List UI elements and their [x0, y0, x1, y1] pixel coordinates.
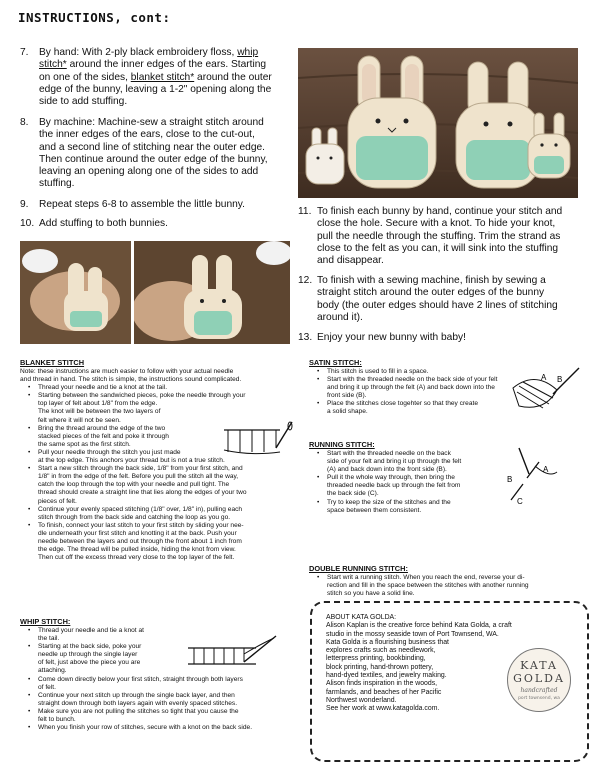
list-item: • Try to keep the size of the stitches and the space between them consistent. [315, 499, 509, 515]
list-item: • When you finish your row of stitches, secure with a knot on the back side. [26, 724, 300, 732]
running-stitch-body [309, 450, 509, 515]
step-number: 8. [20, 117, 29, 128]
step-text: pull the needle through the stuffing. Trim the strand as [317, 230, 561, 242]
double-running-stitch-title: DOUBLE RUNNING STITCH: [309, 564, 408, 573]
logo-text: KATA [520, 659, 558, 672]
list-item: • Start with the threaded needle on the back side of your felt and bring it up through the felt (A) and back down into the front side (B). [315, 376, 539, 400]
list-item: • Pull it the whole way through, then bring the threaded needle back up through the felt from the back side (C). [315, 474, 509, 498]
blanket-stitch-body [20, 368, 300, 562]
step-text: and a second line of stitching near the outer edge. [39, 141, 265, 153]
blanket-stitch-link: blanket stitch* [130, 71, 195, 83]
running-label-c: C [517, 497, 523, 506]
step-text: By machine: Machine-sew a straight stitch around [39, 117, 264, 128]
step-text: edge of the bunny, leaving a 1-2" opening along the [39, 83, 272, 95]
satin-label-a: A [541, 373, 547, 382]
list-item: • Start writ a running stitch. When you reach the end, reverse your di- rection and fill in the space between the stitches with another running stitch so you have a solid line. [315, 574, 589, 598]
stuffing-photo-1 [20, 241, 131, 344]
step-text: the inner edges of the ears, close to the cut-out, [39, 129, 255, 141]
list-item: • Continue your next stitch up through the single back layer, and then straight down through both layers again with evenly spaced stitches. [26, 692, 300, 708]
whip-stitch-title: WHIP STITCH: [20, 617, 71, 626]
whip-stitch-diagram [186, 632, 282, 674]
whip-stitch-link-cont: stitch* [39, 59, 67, 71]
about-text: ABOUT KATA GOLDA: Alison Kaplan is the creative force behind Kata Golda, a craft studio in the mossy seaside town of Port Townsend, WA. Kata Golda is a flourishing business that explores crafts such as needlework, letterpress printing, bookbinding, block printing, hand-thrown pottery, hand-dyed textiles, and jewelry making. Alison finds inspiration in the woods, farmlands, and beaches of her Pacific Northwest wonderland. See her work at www.katagolda.com. [326, 614, 581, 714]
step-text: side to add stuffing. [39, 96, 128, 108]
logo-town: port townsend, wa [518, 696, 560, 701]
bunnies-photo-art [298, 48, 578, 198]
step-text: on one of the sides, [39, 71, 128, 83]
step-text: and disappear. [317, 255, 384, 267]
step-text: around the outer [194, 71, 272, 83]
step-number: 9. [20, 199, 29, 210]
list-item: • To finish, connect your last stitch to your first stitch by sliding your nee- dle underneath your first stitch and knotting it at the back. Push your needle between the layers and out through the front about 1 inch from the edge. The thread will be pulled inside, hiding the knot from view. Then cut off the excess thread very close to the top layer of the felt. [26, 522, 300, 562]
step-number: 13. [298, 332, 313, 343]
step-text: body (the outer edges should have 2 lines of stitching [317, 299, 558, 311]
page-header: INSTRUCTIONS, cont: [18, 10, 171, 25]
list-item: • Pull your needle through the stitch you just made at the top edge. This anchors your thread but is not a true stitch. [26, 449, 300, 465]
step-text: close to the felt as you can, it will sink into the stuffing [317, 242, 559, 254]
whip-stitch-link: whip [237, 47, 259, 58]
list-item: • Place the stitches close togehter so that they create a solid shape. [315, 400, 539, 416]
running-label-a: A [543, 465, 549, 474]
logo-tagline: handcrafted [520, 687, 558, 694]
satin-label-b: B [557, 375, 563, 384]
stuffing-photo-2-art [134, 241, 290, 344]
stuffing-photo-2 [134, 241, 290, 344]
step-text: straight stitch around the outer edges of the bunny [317, 287, 545, 299]
logo-text: GOLDA [513, 672, 565, 685]
step-number: 10. [20, 218, 35, 229]
stuffing-photo-1-art [20, 241, 131, 344]
list-item: • Starting at the back side, poke your needle up through the single layer of felt, just above the piece you are attaching. [26, 643, 300, 675]
note-text: Note: these instructions are much easier to follow with your actual needle [20, 368, 234, 375]
list-item: • Start a new stitch through the back side, 1/8" from your first stitch, and 1/8" in from the edge of the felt. Before you pull the stitch all the way, catch the loop through the top with your needle and pull tight. The thread should create a straight line that lies along the edges of your two pieces of felt. [26, 465, 300, 505]
website-link: See her work at www.katagolda.com. [326, 705, 440, 713]
step-text: close the hole. Secure with a knot. To hide your knot, [317, 218, 556, 230]
step-text: stuffing. [39, 178, 75, 190]
list-item: • Bring the thread around the edge of the two stacked pieces of the felt and poke it through the same spot as the first stitch. [26, 425, 300, 449]
step-text: To finish with a sewing machine, finish by sewing a [317, 275, 546, 286]
step-text: By hand: With 2-ply black embroidery floss, [39, 47, 235, 58]
list-item: • Thread your needle and tie a knot at the tail. [26, 384, 300, 392]
step-text: leaving an opening along one of the sides to add [39, 166, 259, 178]
list-item: • Start with the threaded needle on the back side of your felt and bring it up through the felt (A) and back down into the front side (B). [315, 450, 509, 474]
step-text: To finish each bunny by hand, continue your stitch and [317, 206, 563, 217]
step-text: around it). [317, 311, 363, 323]
about-title: ABOUT KATA GOLDA: [326, 614, 397, 621]
note-text: and thread in hand. The stitch is simple, the instructions sound complicated. [20, 376, 242, 384]
running-label-b: B [507, 475, 513, 484]
satin-stitch-title: SATIN STITCH: [309, 358, 362, 367]
blanket-stitch-diagram [220, 420, 298, 464]
satin-stitch-diagram [505, 360, 583, 420]
running-stitch-title: RUNNING STITCH: [309, 440, 375, 449]
step-text: Repeat steps 6-8 to assemble the little bunny. [39, 199, 245, 210]
step-text: around the inner edges of the ears. Starting [66, 59, 267, 71]
double-running-stitch-body [309, 574, 589, 598]
step-number: 11. [298, 206, 312, 217]
step-number: 12. [298, 275, 313, 286]
blanket-stitch-title: BLANKET STITCH [20, 358, 85, 367]
kata-golda-logo [507, 648, 571, 712]
list-item: • Come down directly below your first stitch, straight through both layers of felt. [26, 676, 300, 692]
list-item: • Thread your needle and tie a knot at the tail. [26, 627, 300, 643]
bunnies-photo [298, 48, 578, 198]
list-item: • Make sure you are not pulling the stitches so tight that you cause the felt to bunch. [26, 708, 300, 724]
list-item: • This stitch is used to fill in a space. [315, 368, 539, 376]
list-item: • Continue your evenly spaced stitching (1/8" over, 1/8" in), pulling each stitch through from the back side and catching the loop as you go. [26, 506, 300, 522]
step-text: Enjoy your new bunny with baby! [317, 332, 466, 343]
step-text: Then continue around the outer edge of the bunny, [39, 153, 268, 165]
running-stitch-diagram [505, 438, 583, 508]
step-text: Add stuffing to both bunnies. [39, 218, 168, 229]
list-item: • Starting between the sandwiched pieces, poke the needle through your top layer of felt about 1/8" from the edge. The knot will be between the two layers of felt where it will not be seen. [26, 392, 300, 424]
step-number: 7. [20, 47, 29, 58]
